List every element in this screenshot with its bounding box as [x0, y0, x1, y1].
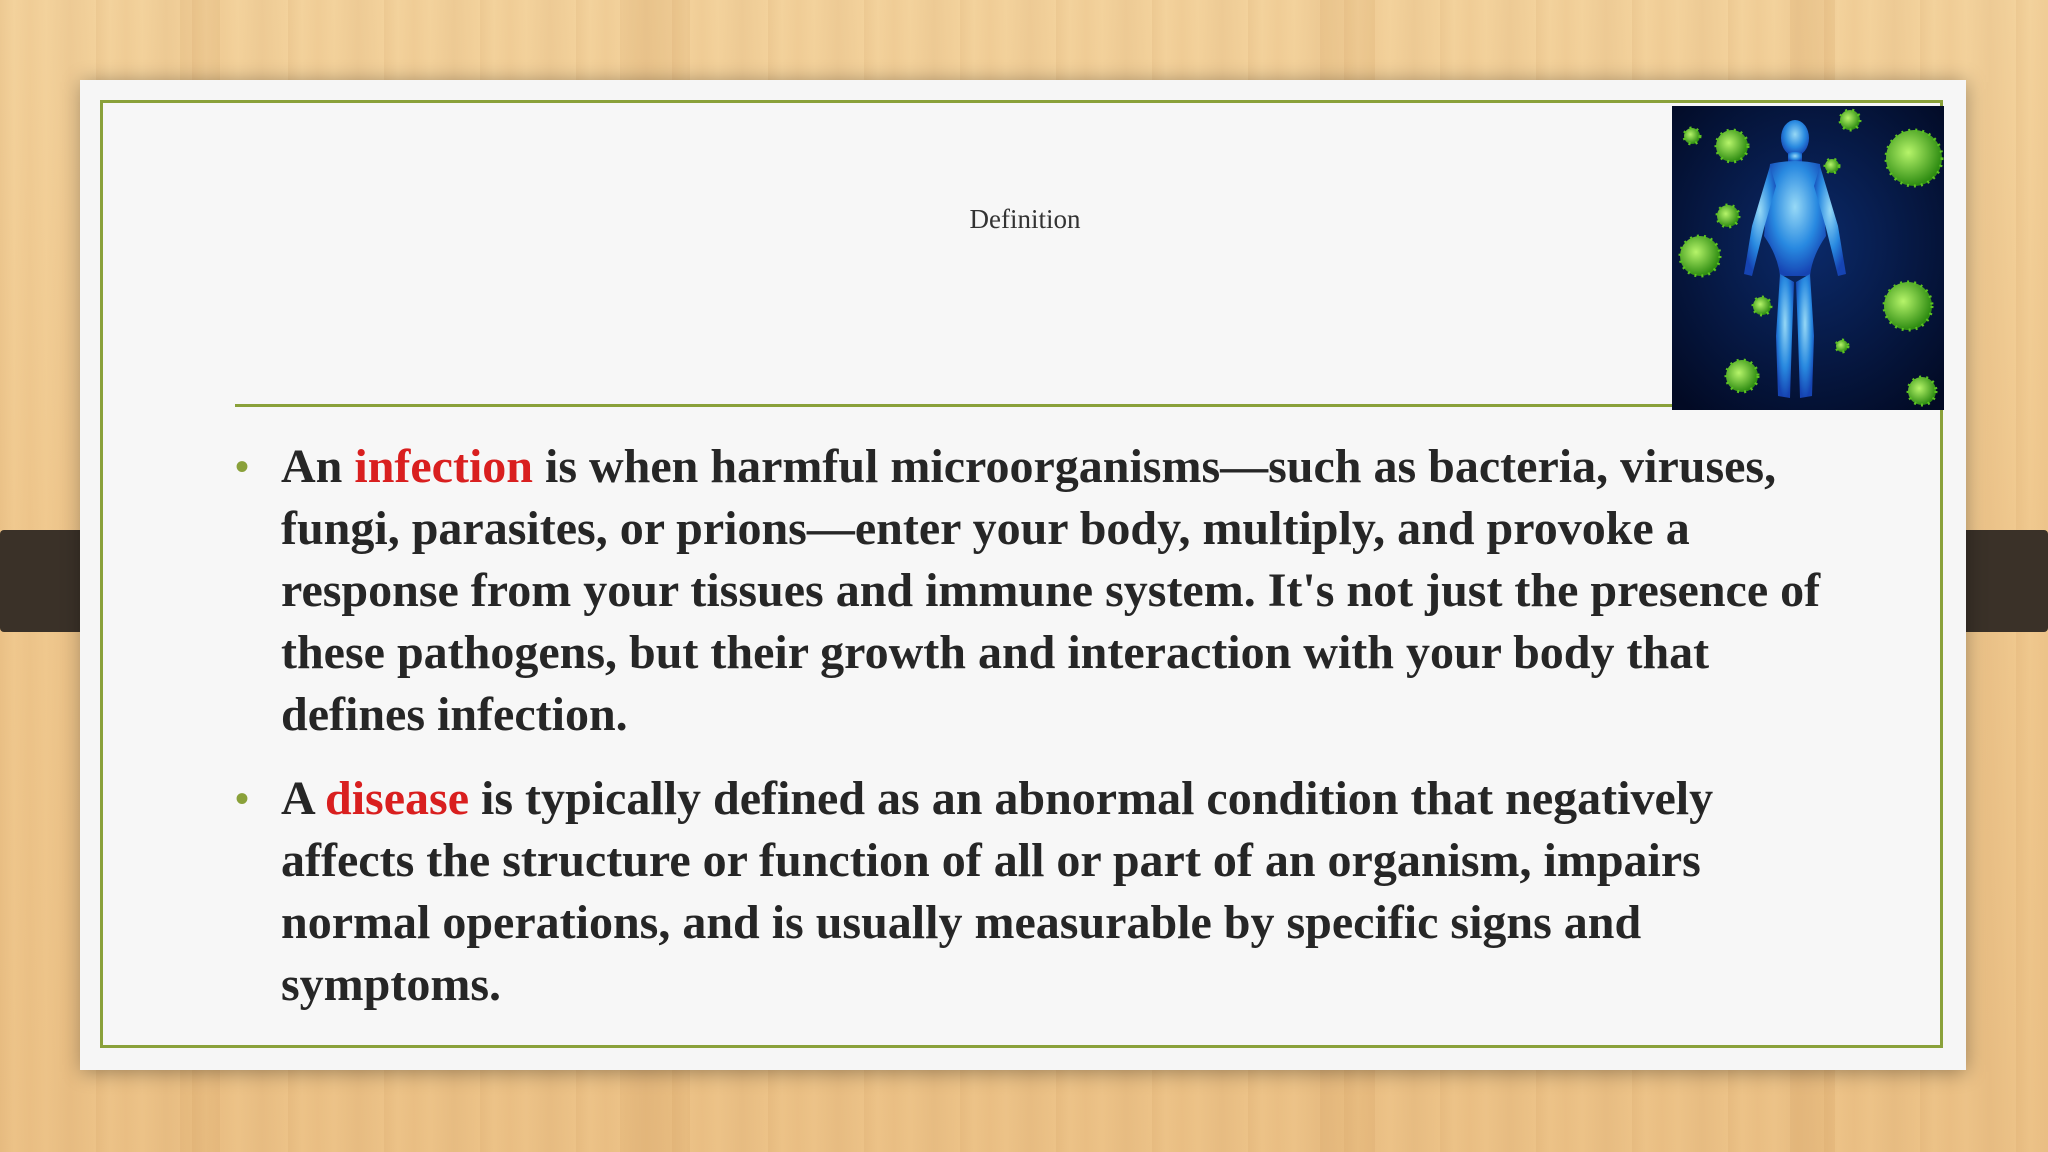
- bullet-dot: •: [235, 444, 250, 489]
- bullet-list: [230, 436, 1830, 1016]
- bullet-lead: A: [281, 772, 314, 825]
- term-infection: infection: [354, 440, 533, 493]
- bullet-text: is typically defined as an abnormal condition that negatively affects the structure or function of all or part of an organism, impairs normal operations, and is usually measurable by specific signs and symptoms.: [281, 772, 1714, 1011]
- human-body-virus-image: [1672, 106, 1944, 410]
- human-body-virus-illustration-icon: [1672, 106, 1944, 410]
- bullet-infection: [230, 436, 1830, 746]
- title-divider: [235, 404, 1685, 407]
- bullet-lead: An: [281, 440, 343, 493]
- bullet-dot: •: [235, 776, 250, 821]
- slide-title: Definition: [969, 204, 1081, 234]
- bullet-text: is when harmful microorganisms—such as bacteria, viruses, fungi, parasites, or prions—enter your body, multiply, and provoke a response from your tissues and immune system. It's not just the presence of these pathogens, but their growth and interaction with your body that defines infection.: [281, 440, 1821, 741]
- term-disease: disease: [325, 772, 470, 825]
- bullet-disease: [230, 768, 1830, 1016]
